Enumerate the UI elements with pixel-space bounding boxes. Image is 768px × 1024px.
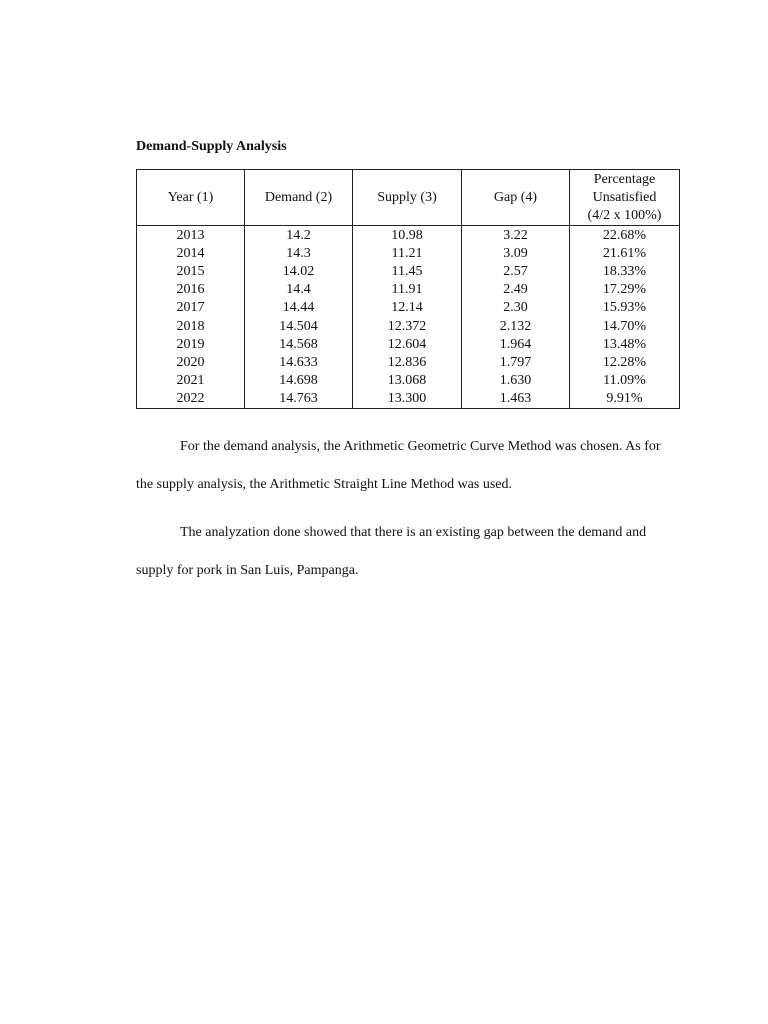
cell-gap: 3.09 (462, 244, 570, 262)
paragraph-methods: For the demand analysis, the Arithmetic Geometric Curve Method was chosen. As for the supply analysis, the Arithmetic Straight Line Method was used. (136, 439, 661, 492)
table-row (137, 372, 680, 390)
table-row (137, 262, 680, 280)
cell-percentage: 15.93% (570, 299, 680, 317)
cell-percentage: 22.68% (570, 226, 680, 245)
cell-demand: 14.2 (245, 226, 353, 245)
cell-demand: 14.568 (245, 335, 353, 353)
cell-demand: 14.633 (245, 353, 353, 371)
header-percentage-unsatisfied: Percentage Unsatisfied (4/2 x 100%) (570, 170, 680, 226)
header-demand: Demand (2) (245, 170, 353, 226)
cell-gap: 2.57 (462, 262, 570, 280)
cell-percentage: 11.09% (570, 372, 680, 390)
cell-percentage: 17.29% (570, 281, 680, 299)
cell-demand: 14.763 (245, 390, 353, 409)
header-gap: Gap (4) (462, 170, 570, 226)
table-row (137, 226, 680, 245)
cell-gap: 1.797 (462, 353, 570, 371)
cell-demand: 14.504 (245, 317, 353, 335)
table-row (137, 281, 680, 299)
cell-supply: 13.300 (353, 390, 462, 409)
cell-supply: 12.14 (353, 299, 462, 317)
cell-percentage: 13.48% (570, 335, 680, 353)
cell-year: 2018 (137, 317, 245, 335)
cell-percentage: 14.70% (570, 317, 680, 335)
cell-supply: 11.21 (353, 244, 462, 262)
cell-gap: 2.132 (462, 317, 570, 335)
cell-gap: 1.463 (462, 390, 570, 409)
table-row (137, 317, 680, 335)
header-year: Year (1) (137, 170, 245, 226)
cell-supply: 12.604 (353, 335, 462, 353)
cell-supply: 11.45 (353, 262, 462, 280)
cell-demand: 14.44 (245, 299, 353, 317)
cell-year: 2019 (137, 335, 245, 353)
cell-percentage: 12.28% (570, 353, 680, 371)
demand-supply-table (136, 169, 680, 409)
cell-percentage: 21.61% (570, 244, 680, 262)
cell-gap: 2.49 (462, 281, 570, 299)
table-row (137, 353, 680, 371)
cell-gap: 2.30 (462, 299, 570, 317)
cell-supply: 11.91 (353, 281, 462, 299)
cell-supply: 12.372 (353, 317, 462, 335)
cell-year: 2013 (137, 226, 245, 245)
paragraph-conclusion: The analyzation done showed that there is an existing gap between the demand and supply for pork in San Luis, Pampanga. (136, 525, 647, 578)
table-header-row (137, 170, 680, 226)
cell-gap: 1.964 (462, 335, 570, 353)
cell-demand: 14.02 (245, 262, 353, 280)
table-row (137, 299, 680, 317)
cell-percentage: 18.33% (570, 262, 680, 280)
cell-year: 2014 (137, 244, 245, 262)
cell-percentage: 9.91% (570, 390, 680, 409)
table-row (137, 390, 680, 409)
cell-supply: 10.98 (353, 226, 462, 245)
section-title: Demand-Supply Analysis (136, 139, 287, 154)
cell-supply: 12.836 (353, 353, 462, 371)
cell-year: 2016 (137, 281, 245, 299)
cell-year: 2021 (137, 372, 245, 390)
cell-year: 2020 (137, 353, 245, 371)
header-supply: Supply (3) (353, 170, 462, 226)
table-body (137, 226, 680, 409)
table-row (137, 335, 680, 353)
cell-year: 2015 (137, 262, 245, 280)
cell-supply: 13.068 (353, 372, 462, 390)
cell-year: 2017 (137, 299, 245, 317)
cell-demand: 14.3 (245, 244, 353, 262)
cell-gap: 1.630 (462, 372, 570, 390)
cell-demand: 14.698 (245, 372, 353, 390)
table-row (137, 244, 680, 262)
cell-year: 2022 (137, 390, 245, 409)
cell-demand: 14.4 (245, 281, 353, 299)
cell-gap: 3.22 (462, 226, 570, 245)
